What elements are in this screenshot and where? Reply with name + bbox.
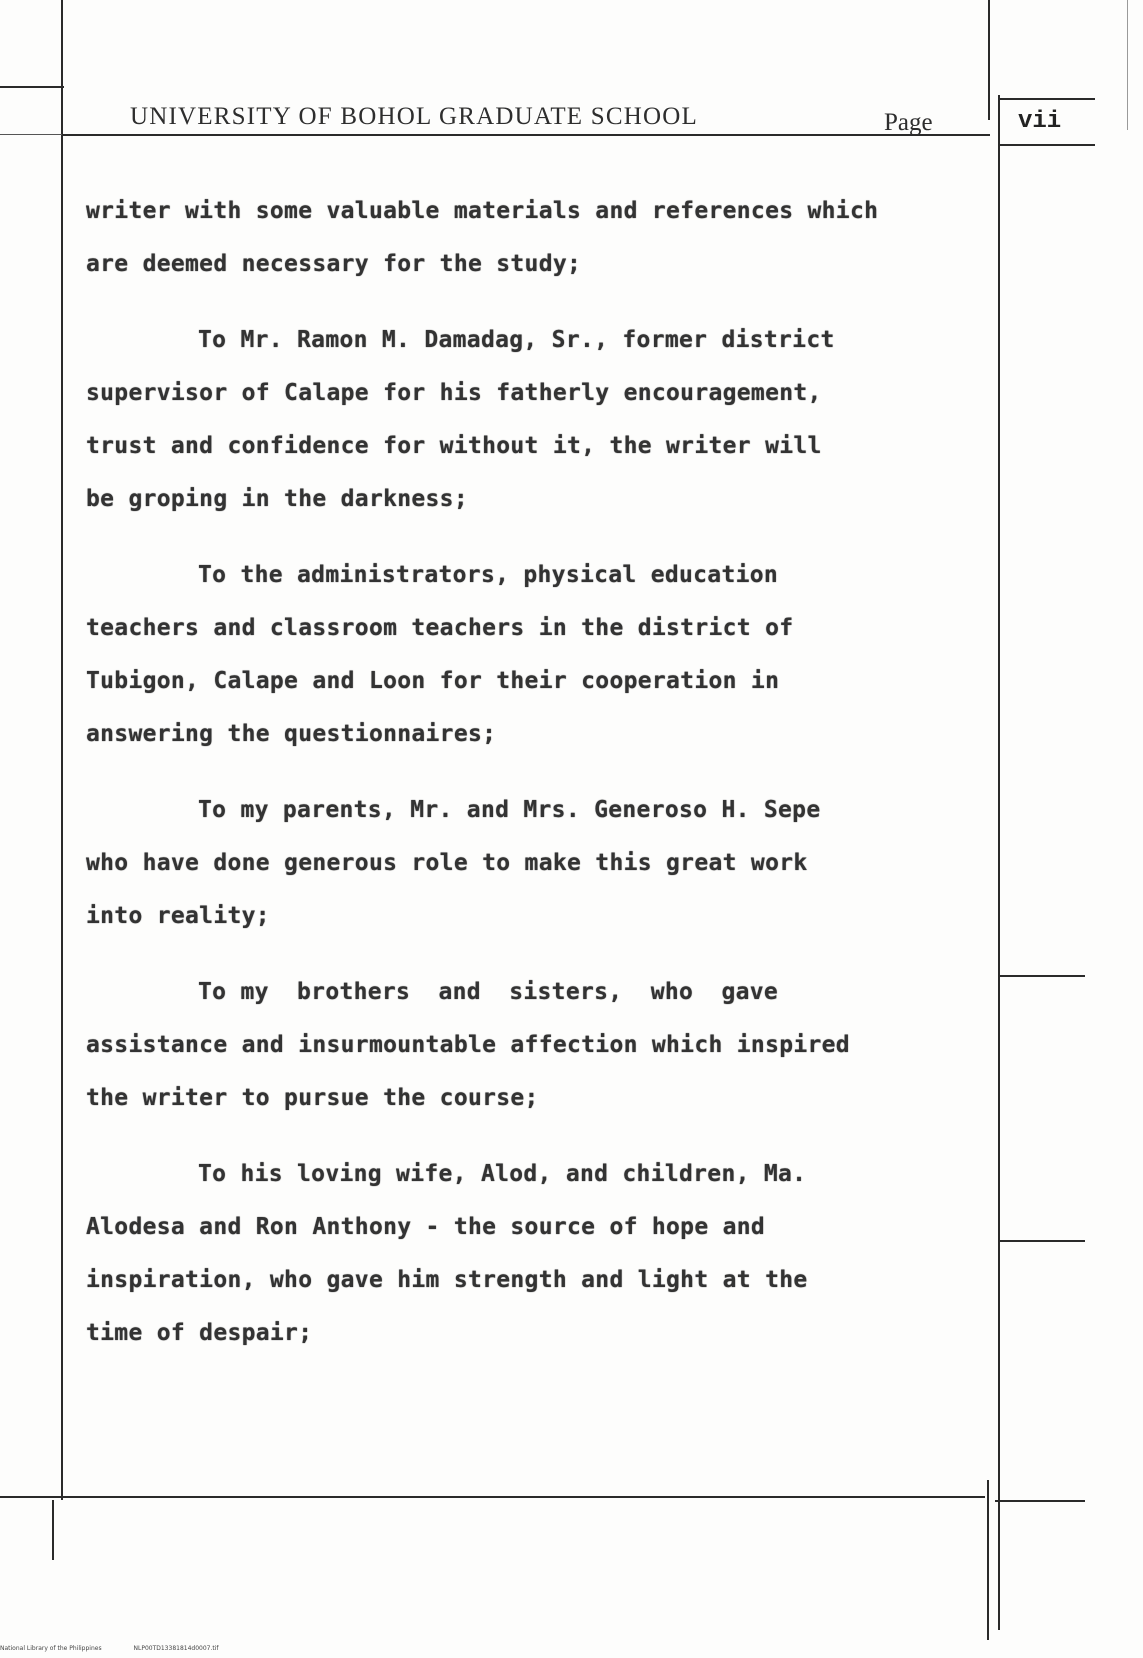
text-line: To his loving wife, Alod, and children, Ma.: [198, 1161, 807, 1187]
text-line: assistance and insurmountable affection which inspired: [86, 1032, 850, 1058]
page-number: vii: [1018, 108, 1062, 135]
page-header-title: UNIVERSITY OF BOHOL GRADUATE SCHOOL: [130, 103, 698, 130]
text-line: are deemed necessary for the study;: [86, 251, 582, 277]
page-number-box-bottom: [1000, 144, 1095, 146]
bottom-right-rule: [995, 1500, 1085, 1502]
left-margin-rule-lower: [52, 1500, 54, 1560]
text-line: into reality;: [86, 903, 270, 929]
text-line: To the administrators, physical education: [198, 562, 779, 588]
right-margin-rule: [998, 95, 1000, 1630]
right-margin-rule-top: [988, 0, 990, 120]
text-line: To Mr. Ramon M. Damadag, Sr., former district: [198, 327, 835, 353]
top-left-rule-2: [0, 134, 64, 135]
edge-mark: [1127, 0, 1128, 130]
file-identifier: NLP00TD13381814d0007.tif: [133, 1645, 219, 1652]
text-line: teachers and classroom teachers in the district of: [86, 615, 794, 641]
text-line: Tubigon, Calape and Loon for their cooperation in: [86, 668, 780, 694]
text-line: To my brothers and sisters, who gave: [198, 979, 779, 1005]
text-line: be groping in the darkness;: [86, 486, 468, 512]
scan-footer: [0, 1645, 249, 1652]
text-line: supervisor of Calape for his fatherly encouragement,: [86, 380, 822, 406]
acknowledgment-body: [86, 198, 986, 1346]
side-tick-mark: [1000, 975, 1085, 977]
page-label: Page: [884, 109, 933, 136]
text-line: trust and confidence for without it, the writer will: [86, 433, 822, 459]
left-margin-rule: [61, 0, 63, 1500]
page-number-box-top: [1000, 98, 1095, 100]
top-left-rule: [0, 86, 64, 88]
library-credit: National Library of the Philippines: [0, 1645, 102, 1652]
text-line: answering the questionnaires;: [86, 721, 497, 747]
text-line: Alodesa and Ron Anthony - the source of hope and: [86, 1214, 766, 1240]
text-line: the writer to pursue the course;: [86, 1085, 539, 1111]
text-line: time of despair;: [86, 1320, 313, 1346]
right-margin-rule-lower: [987, 1480, 989, 1640]
text-line: who have done generous role to make this great work: [86, 850, 808, 876]
text-line: inspiration, who gave him strength and light at the: [86, 1267, 808, 1293]
side-tick-mark: [1000, 1240, 1085, 1242]
header-underline-rule: [62, 134, 990, 136]
bottom-margin-rule: [0, 1496, 985, 1498]
text-line: To my parents, Mr. and Mrs. Generoso H. Sepe: [198, 797, 821, 823]
text-line: writer with some valuable materials and references which: [86, 198, 879, 224]
